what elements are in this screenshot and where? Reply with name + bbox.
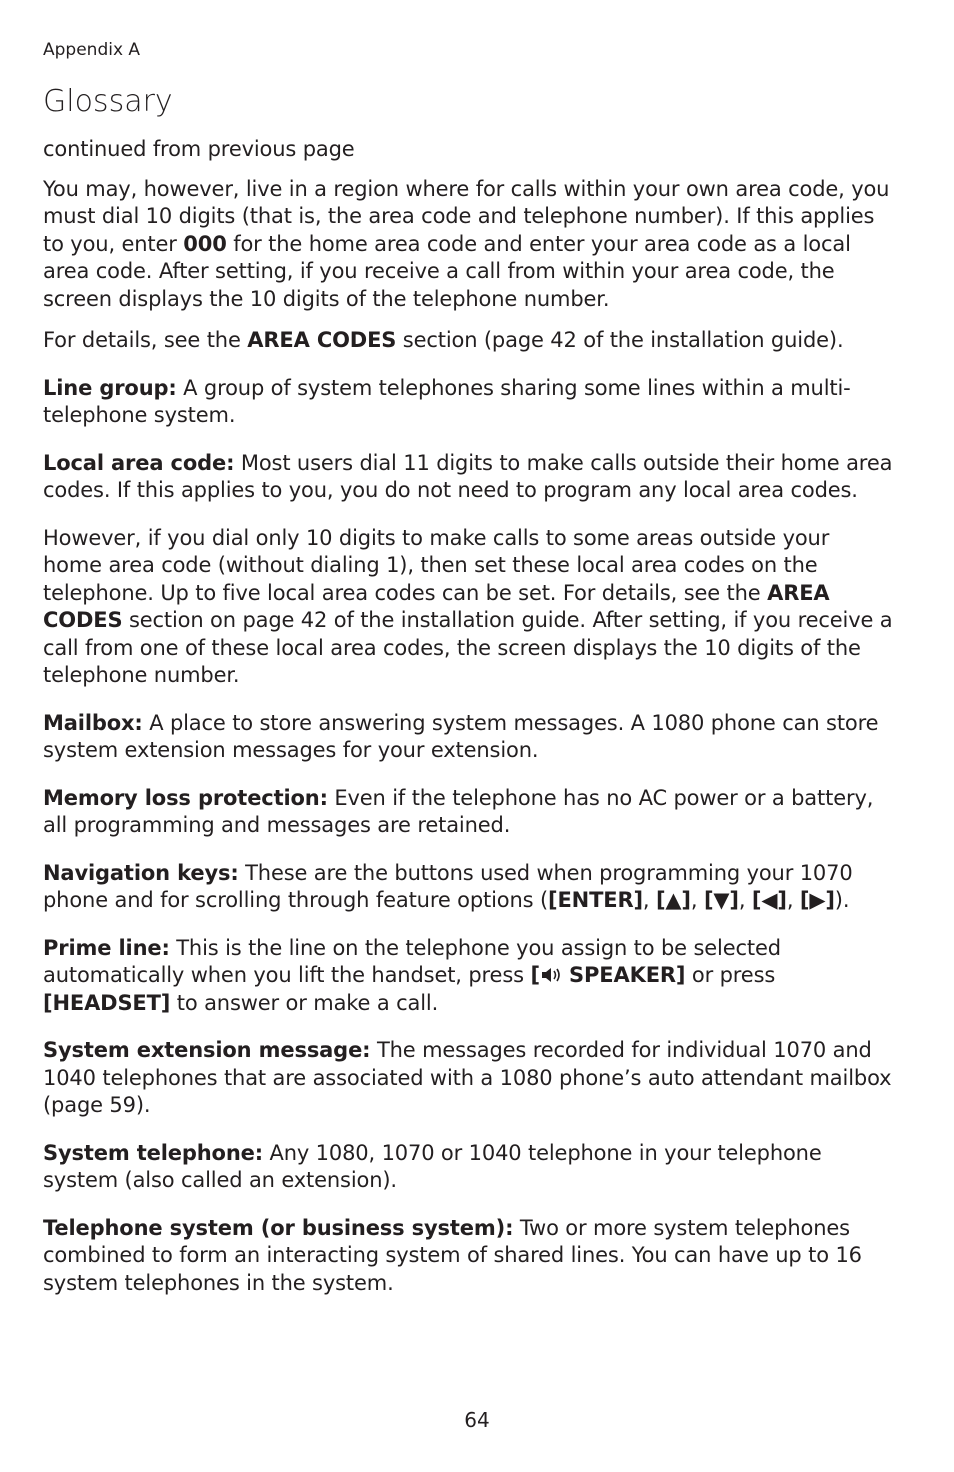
speaker-key-open: [ xyxy=(530,963,540,987)
glossary-entry-local-area-code xyxy=(43,450,893,505)
glossary-definition: Any 1080, 1070 or 1040 telephone in your telephone system (also called an extension). xyxy=(43,1140,822,1192)
glossary-entry-telephone-system xyxy=(43,1215,893,1298)
glossary-term: Prime line: xyxy=(43,935,170,960)
glossary-definition: A place to store answering system messages. A 1080 phone can store system extension messages for your extension. xyxy=(43,710,879,762)
continued-note: continued from previous page xyxy=(43,137,355,161)
glossary-definition: Most users dial 11 digits to make calls outside their home area codes. If this applies to you, you do not need to program any local area codes. xyxy=(43,450,893,502)
glossary-definition: Even if the telephone has no AC power or a battery, all programming and messages are retained. xyxy=(43,785,874,837)
glossary-entry-line-group xyxy=(43,375,893,430)
up-key-label: [▲] xyxy=(655,888,691,912)
glossary-term: Mailbox: xyxy=(43,710,143,735)
glossary-term: Navigation keys: xyxy=(43,860,239,885)
glossary-term: System telephone: xyxy=(43,1140,263,1165)
right-key-label: [▶] xyxy=(799,888,835,912)
glossary-entry-system-extension-message xyxy=(43,1037,893,1120)
glossary-term: Telephone system (or business system): xyxy=(43,1215,514,1240)
section-label: Appendix A xyxy=(43,40,141,60)
glossary-entry-navigation-keys: Navigation keys: These are the buttons used when programming your 1070 phone and for scrolling through feature options ([ENTER], [▲], [▼], [◀], [▶]). xyxy=(43,860,853,912)
speaker-key-label: SPEAKER] xyxy=(561,963,686,987)
glossary-entry-memory-loss xyxy=(43,785,893,840)
down-key-label: [▼] xyxy=(703,888,739,912)
glossary-term: System extension message: xyxy=(43,1038,371,1062)
headset-key-label: [HEADSET] xyxy=(43,990,171,1015)
glossary-definition: Two or more system telephones combined to form an interacting system of shared lines. You can have up to 16 system telephones in the system. xyxy=(43,1215,862,1295)
code-000: 000 xyxy=(183,231,227,256)
glossary-entry-local-area-code-continued: However, if you dial only 10 digits to make calls to some areas outside your home area code (without dialing 1), then set these local area codes on the telephone. Up to five local area codes can be set. For details, see the AREA CODES section on page 42 of the installation guide. After setting, if you receive a call from one of these local area codes, the screen displays the 10 digits of the telephone number. xyxy=(43,525,893,687)
page-title: Glossary xyxy=(43,84,173,119)
enter-key-label: [ENTER] xyxy=(548,888,643,912)
glossary-entry-system-telephone xyxy=(43,1140,893,1195)
intro-paragraph-2: For details, see the AREA CODES section (page 42 of the installation guide). xyxy=(43,328,844,352)
glossary-entry-prime-line: Prime line: This is the line on the telephone you assign to be selected automatically when you lift the handset, press [ SPEAKER] or press [HEADSET] to answer or make a call. xyxy=(43,935,781,1015)
page-number: 64 xyxy=(464,1408,490,1432)
glossary-term: Line group: xyxy=(43,375,177,400)
area-codes-ref: AREA CODES xyxy=(247,328,397,352)
glossary-entry-mailbox xyxy=(43,710,893,765)
glossary-content xyxy=(43,136,893,1317)
left-key-label: [◀] xyxy=(751,888,787,912)
glossary-term: Memory loss protection: xyxy=(43,785,328,810)
glossary-definition: A group of system telephones sharing some lines within a multi-telephone system. xyxy=(43,375,851,427)
intro-paragraph-1: You may, however, live in a region where for calls within your own area code, you must dial 10 digits (that is, the area code and telephone number). If this applies to you, enter 000 for the home area code and enter your area code as a local area code. After setting, if you receive a call from within your area code, the screen displays the 10 digits of the telephone number. xyxy=(43,176,890,311)
glossary-term: Local area code: xyxy=(43,450,235,475)
glossary-definition: The messages recorded for individual 1070 and 1040 telephones that are associated with a 1080 phone’s auto attendant mailbox (page 59). xyxy=(43,1038,892,1117)
speaker-icon xyxy=(540,966,562,984)
area-codes-ref: AREA CODES xyxy=(43,580,830,632)
